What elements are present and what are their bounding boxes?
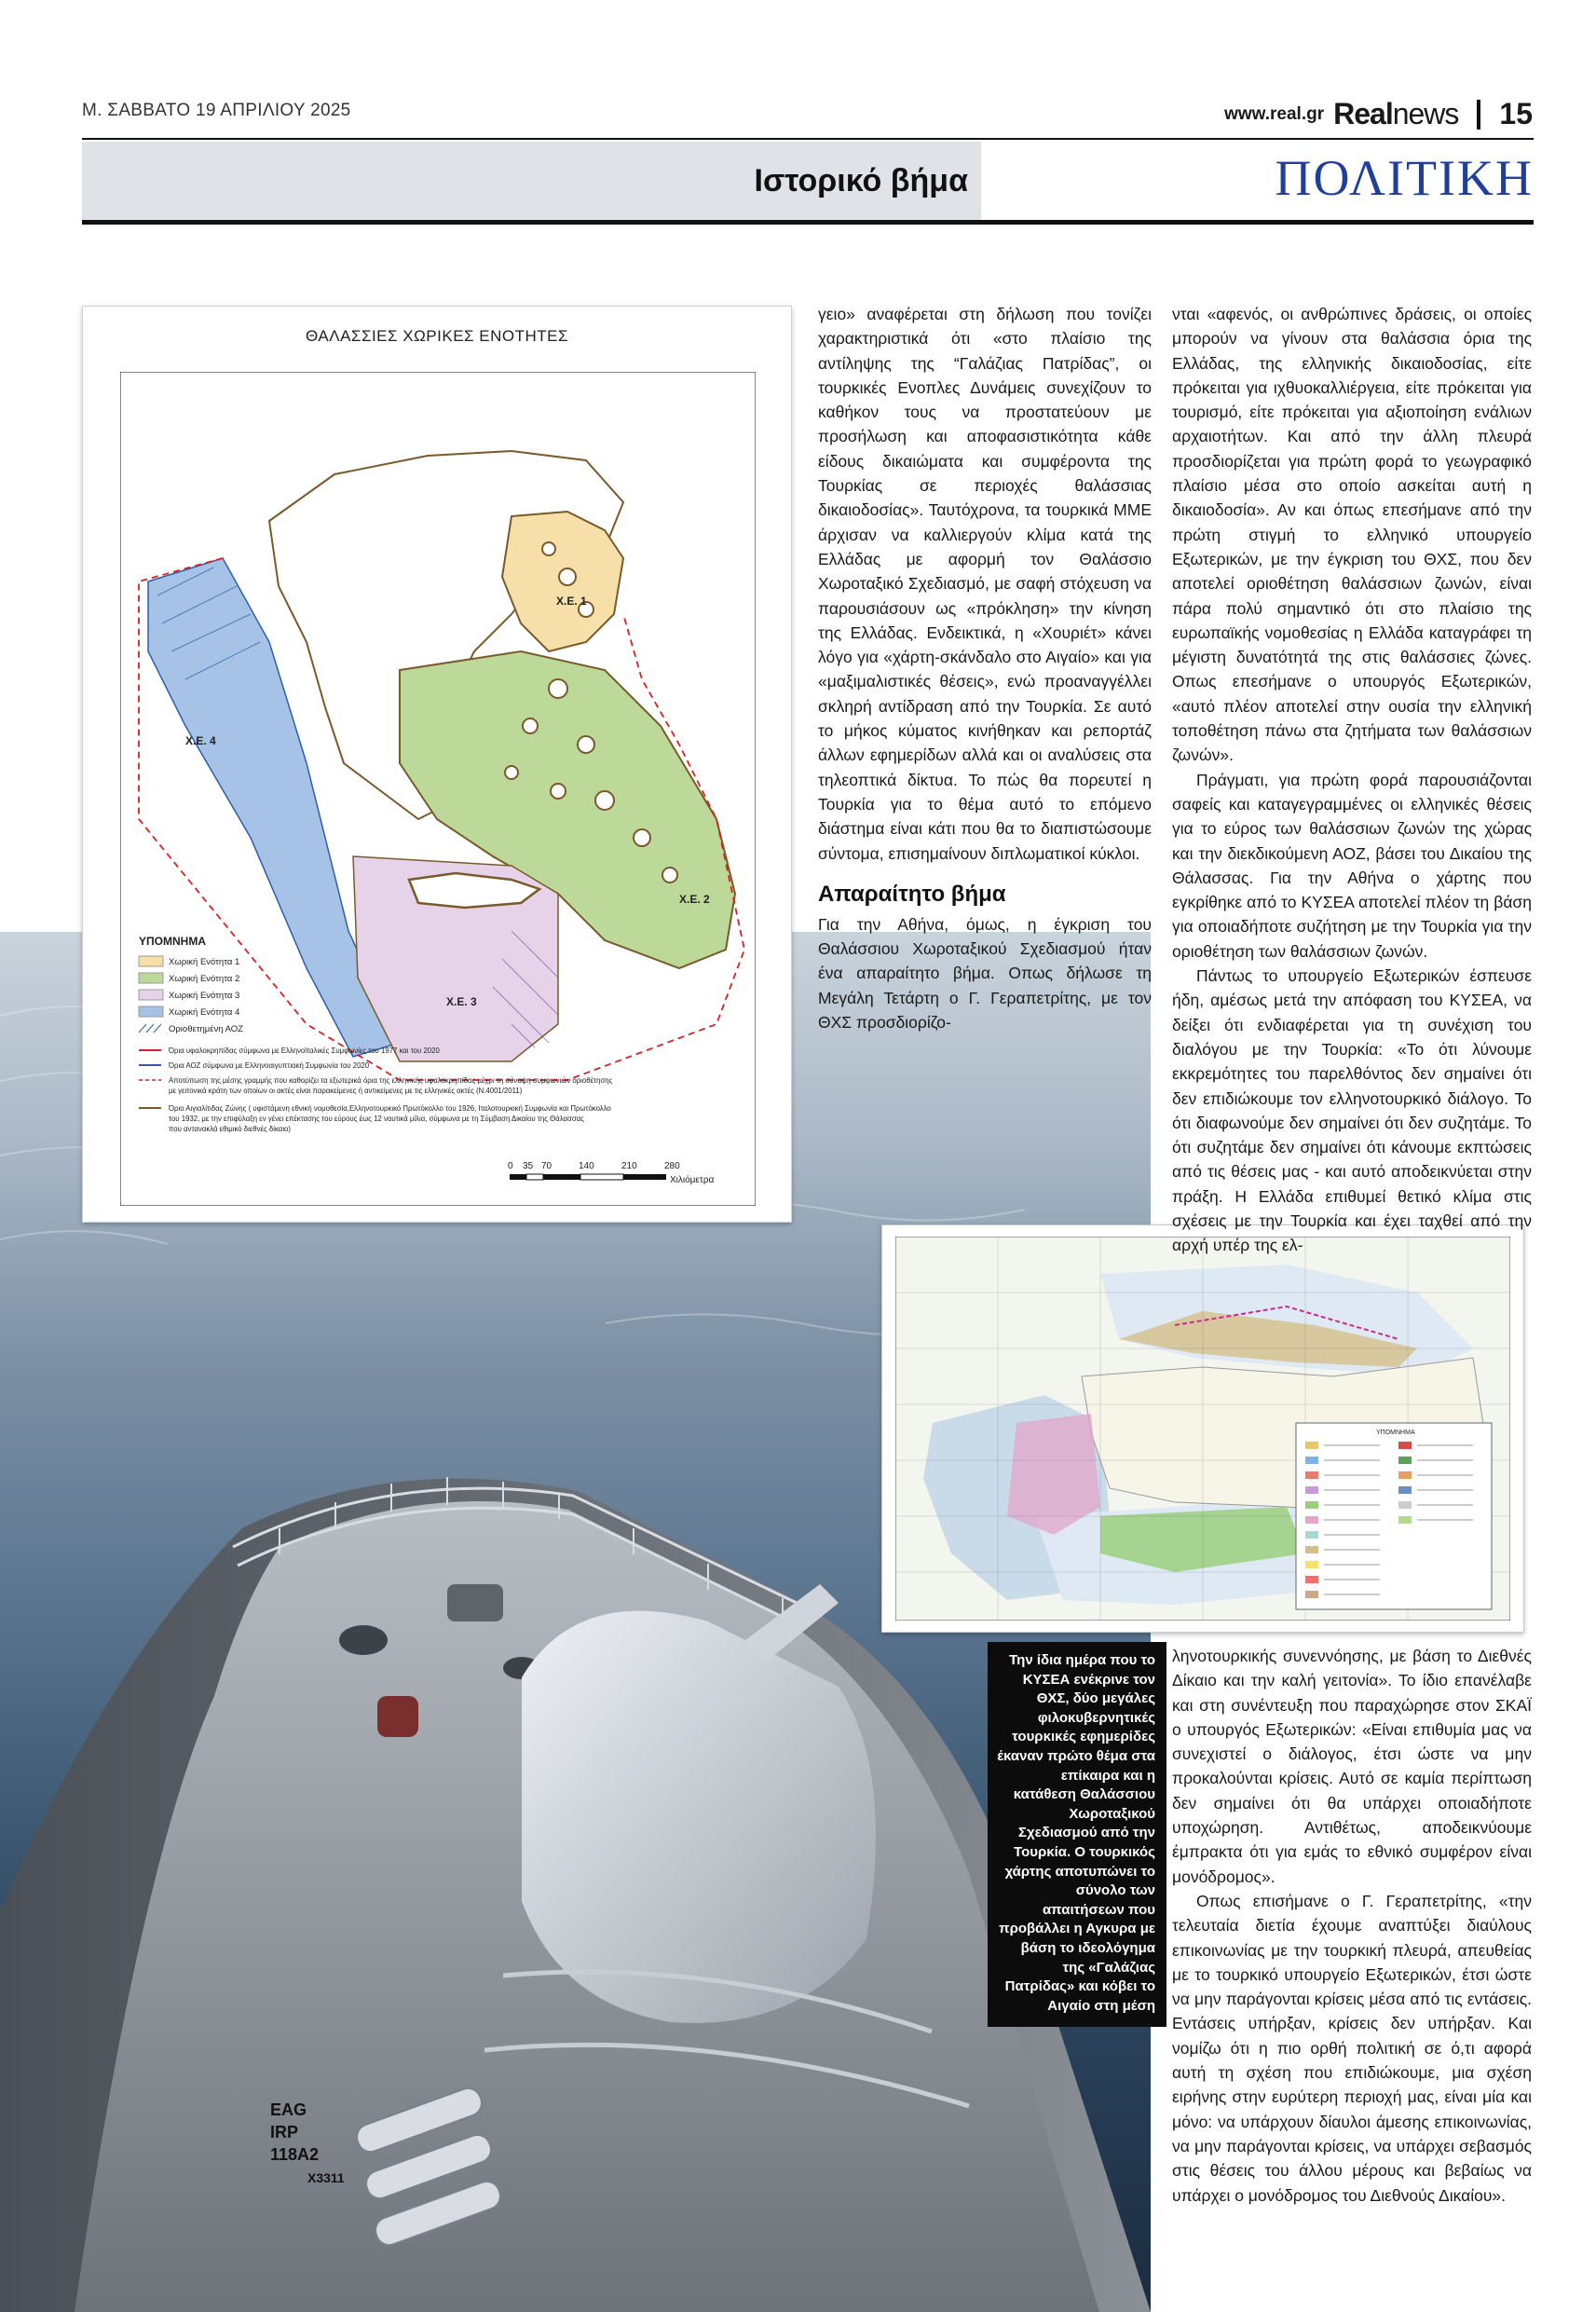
legend-line: Αποτύπωση της μέσης γραμμής που καθορίζει τα εξωτερικά όρια της ελληνικής υφαλοκρηπίδας μέχρι τη σύναψη συμφωνιών οριοθέτησης (169, 1076, 613, 1085)
map2-legend-title: ΥΠΟΜΝΗΜΑ (1376, 1430, 1415, 1436)
article-paragraph: Πράγματι, για πρώτη φορά παρουσιάζονται σαφείς και καταγεγραμμένες οι ελληνικές θέσεις για το εύρος των θαλάσσιων ζωνών της χώρας και την διεκδικούμενη ΑΟΖ, βάσει του Δικαίου της Θάλασσας. Για την Αθήνα ο χάρτης που εγκρίθηκε από το ΚΥΣΕΑ αποτελεί πλέον τη βάση για οποιαδήποτε συζήτηση με την Τουρκία για την οριοθέτηση των θαλάσσιων ζωνών. (1172, 770, 1532, 961)
map-title: ΘΑΛΑΣΣΙΕΣ ΧΩΡΙΚΕΣ ΕΝΟΤΗΤΕΣ (305, 327, 568, 345)
scale-tick: 70 (541, 1161, 552, 1171)
legend-line: που αντανακλά εθιμικό διεθνές δίκαιο) (169, 1125, 291, 1133)
article-paragraph: γειο» αναφέρεται στη δήλωση που τονίζει χαρακτηριστικά ότι «στο πλαίσιο της αντίληψης της “Γαλάζιας Πατρίδας”, οι τουρκικές Ενοπλες Δυνάμεις συνεχίζουν το καθήκον τους να προστατεύουν με προσήλωση και αποφασιστικότητα κάθε είδους δικαιώματα και συμφέροντα της Τουρκίας σε περιοχές θαλάσσιας δικαιοδοσίας». Ταυτόχρονα, τα τουρκικά ΜΜΕ άρχισαν να καλλιεργούν κλίμα κατά της Ελλάδας με αφορμή τον Θαλάσσιο Χωροταξικό Σχεδιασμό, με σαφή στόχευση να παρουσιάσουν ως «πρόκληση» την κίνηση της Ελλάδας. Ενδεικτικά, η «Χουριέτ» κάνει λόγο για «χάρτη-σκάνδαλο στο Αιγαίο» και για «μαξιμαλιστικές θέσεις», ενώ προαναγγέλλει σκληρή αντίδραση από την Τουρκία. Σε αυτό το μήκος κύματος κινήθηκαν και ρεπορτάζ άλλων εφημερίδων αλλά και οι αναλύσεις στα τηλεοπτικά δίκτυα. Το πώς θα πορευτεί η Τουρκία για το θέμα αυτό το επόμενο διάστημα είναι κάτι που θα το διαπιστώσουμε σύντομα, επισημαίνουν διπλωματικοί κύκλοι. (818, 305, 1152, 863)
legend-item: Χωρική Ενότητα 4 (169, 1007, 240, 1018)
map-canvas (120, 372, 756, 1206)
scale-tick: 35 (523, 1161, 534, 1171)
deck-capstan (339, 1625, 388, 1655)
hull-marking: IRP (270, 2123, 299, 2141)
scale-tick: 280 (664, 1161, 680, 1171)
map2-legend (1296, 1423, 1492, 1609)
logo-news: news (1392, 97, 1459, 130)
legend-item: Οριοθετημένη ΑΟΖ (169, 1024, 243, 1034)
dateline: Μ. ΣΑΒΒΑΤΟ 19 ΑΠΡΙΛΙΟΥ 2025 (82, 101, 351, 120)
zone-4-label: Χ.Ε. 4 (185, 734, 216, 747)
deck-fitting (447, 1584, 503, 1621)
legend-line: του 1932, με την επιφύλαξη εν γένει επέκτασης του εύρους έως 12 ναυτικά μίλια, σύμφωνα με τη Σύμβαση Δικαίου της Θάλασσας (169, 1115, 584, 1123)
scale-tick: 210 (621, 1161, 637, 1171)
zone-3-label: Χ.Ε. 3 (446, 995, 477, 1008)
scale-tick: 140 (579, 1161, 594, 1171)
zone-1-label: Χ.Ε. 1 (556, 595, 587, 608)
zone-2-label: Χ.Ε. 2 (679, 893, 710, 906)
legend-line: Όρια ΑΟΖ σύμφωνα με Ελληνοαιγυπτιακή Συμφωνία του 2020 (169, 1061, 370, 1070)
article-column-2 (1172, 302, 1532, 1258)
article-paragraph: Για την Αθήνα, όμως, η έγκριση του Θαλάσσιου Χωροταξικού Σχεδιασμού ήταν ένα απαραίτητο βήμα. Οπως δήλωσε τη Μεγάλη Τετάρτη ο Γ. Γεραπετρίτης, με τον ΘΧΣ προσδιορίζο- (818, 914, 1152, 1033)
turkish-blue-homeland-map (881, 1224, 1524, 1633)
section-title: ΠΟΛΙΤΙΚΗ (1275, 150, 1534, 206)
legend-title: ΥΠΟΜΝΗΜΑ (139, 935, 206, 948)
realnews-logo (1333, 97, 1458, 131)
divider (1477, 100, 1480, 130)
legend-item: Χωρική Ενότητα 2 (169, 974, 240, 984)
legend-line: Όρια υφαλοκρηπίδας σύμφωνα με Ελληνοϊταλικές Συμφωνίες του 1977 και του 2020 (169, 1047, 440, 1055)
article-column-1 (818, 302, 1152, 1034)
deck-capstan-red (377, 1696, 418, 1737)
hull-marking: X3311 (307, 2170, 345, 2185)
legend-item: Χωρική Ενότητα 3 (169, 991, 240, 1001)
greek-maritime-zones-map (82, 306, 792, 1223)
article-paragraph: νται «αφενός, οι ανθρώπινες δράσεις, οι οποίες μπορούν να γίνουν στα θαλάσσια όρια της Ελλάδας, της ελληνικής δικαιοδοσίας, είτε πρόκειται για ιχθυοκαλλιέργεια, είτε πρόκειται για τουρισμό, είτε πρόκειται για αξιοποίηση ενάλιων αρχαιοτήτων. Και από την άλλη πλευρά προσδιορίζεται για πρώτη φορά το γεωγραφικό πλαίσιο μέσα στο οποίο ασκείται αυτή η δικαιοδοσία». Αν και όπως επεσήμανε από την πρώτη στιγμή το ελληνικό υπουργείο Εξωτερικών, με την έγκριση του ΘΧΣ, που δεν αποτελεί οριοθέτηση θαλάσσιων ζωνών, είναι πάρα πολύ σημαντικό ότι στο πλαίσιο της ευρωπαϊκής νομοθεσίας η Ελλάδα καταγράφει τη μέγιστη δυνατότητά της στις θαλάσσιες ζώνες. Οπως επεσήμανε ο υπουργός Εξωτερικών, «αυτό πλέον αποτελεί στην ουσία την ελληνική τοποθέτηση πάνω στα ζητήματα των θαλάσσιων ζωνών». (1172, 305, 1532, 765)
article-column-3 (1172, 1644, 1532, 2208)
legend-item: Χωρική Ενότητα 1 (169, 957, 240, 967)
header-rule (82, 138, 1534, 140)
site-url[interactable]: www.real.gr (1224, 103, 1325, 124)
legend-line: με γειτονικά κράτη των οποίων οι ακτές είναι παρακείμενες ή αντικείμενες με τις ελληνικές ακτές (Ν.4001/2011) (169, 1087, 523, 1095)
hull-marking: EAG (270, 2100, 307, 2119)
photo-caption: Την ίδια ημέρα που το ΚΥΣΕΑ ενέκρινε τον ΘΧΣ, δύο μεγάλες φιλοκυβερνητικές τουρκικές εφημερίδες έκαναν πρώτο θέμα στα επίκαιρα και η κατάθεση Θαλάσσιου Χωροταξικού Σχεδιασμού από την Τουρκία. Ο τουρκικός χάρτης αποτυπώνει το σύνολο των απαιτήσεων που προβάλλει η Αγκυρα με βάση το ιδεολόγημα της «Γαλάζιας Πατρίδας» και κόβει το Αιγαίο στη μέση (988, 1642, 1166, 2027)
legend-line: Όριο Αιγιαλίτιδας Ζώνης ( υφιστάμενη εθνική νομοθεσία,Ελληνοτουρκικό Πρωτόκολλο του 1926, Ιταλοτουρκική Συμφωνία και Πρωτόκολλο (169, 1104, 611, 1113)
header-thick-rule (82, 220, 1534, 225)
scale-unit: Χιλιόμετρα (670, 1175, 715, 1185)
masthead-brand (1224, 97, 1533, 131)
article-subheading: Απαραίτητο βήμα (818, 881, 1006, 907)
scale-tick: 0 (508, 1161, 513, 1171)
page-number: 15 (1499, 97, 1533, 130)
hull-marking: 118A2 (270, 2145, 320, 2164)
map2-canvas (895, 1237, 1510, 1621)
article-paragraph: Οπως επισήμανε ο Γ. Γεραπετρίτης, «την τελευταία διετία έχουμε αναπτύξει διαύλους επικοινωνίας με την τουρκική πλευρά, απευθείας με το τουρκικό υπουργείο Εξωτερικών, έτσι ώστε να μην παράγονται κρίσεις μέσα από τις εντάσεις. Εντάσεις υπήρξαν, κρίσεις δεν υπήρξαν. Και νομίζω ότι η πιο ορθή πολιτική σε ό,τι αφορά αυτή τη σχέση που επιδιώκουμε, μια σχέση ειρήνης στην ευρύτερη περιοχή μας, είναι μία και μόνο: να υπάρχουν δίαυλοι άμεσης επικοινωνίας, να μην παράγονται κρίσεις, να υπάρχει σεβασμός στις θέσεις του άλλου μέρους και βεβαίως να υπάρχει ο μονόδρομος του Διεθνούς Δικαίου». (1172, 1891, 1532, 2205)
kicker-title: Ιστορικό βήμα (754, 162, 968, 198)
article-paragraph: Πάντως το υπουργείο Εξωτερικών έσπευσε ήδη, αμέσως μετά την απόφαση του ΚΥΣΕΑ, να δείξει ότι ενδιαφέρεται για τη συνέχιση του διαλόγου με την Τουρκία: «Το ότι λύνουμε εκκρεμότητες του παρελθόντος δεν σημαίνει ότι δεν επιδιώκουμε τον ελληνοτουρκικό διάλογο. Το ότι διαφωνούμε δεν σημαίνει ότι δεν συζητάμε. Το ότι συζητάμε δεν σημαίνει ότι κάνουμε εκπτώσεις από τις θέσεις μας - και αυτό αποδεικνύεται στην πράξη. Η Ελλάδα επιθυμεί θετικό κλίμα στις σχέσεις με την Τουρκία και έχει ταχθεί από την αρχή υπέρ της ελ- (1172, 966, 1532, 1255)
article-paragraph: ληνοτουρκικής συνεννόησης, με βάση το Διεθνές Δίκαιο και την καλή γειτονία». Το ίδιο επανέλαβε και στη συνέντευξη που παραχώρησε στον ΣΚΑΪ ο υπουργός Εξωτερικών: «Είναι επιθυμία μας να συνεχιστεί ο διάλογος, έτσι ώστε να μην προκαλούνται κρίσεις. Αυτό σε καμία περίπτωση δεν σημαίνει ότι θα υπάρχει οποιαδήποτε υποχώρηση. Αντιθέτως, αποδεικνύουμε έμπρακτα ότι για εμάς το εθνικό συμφέρον είναι μονόδρομος». (1172, 1647, 1532, 1886)
logo-real: Real (1333, 97, 1393, 130)
